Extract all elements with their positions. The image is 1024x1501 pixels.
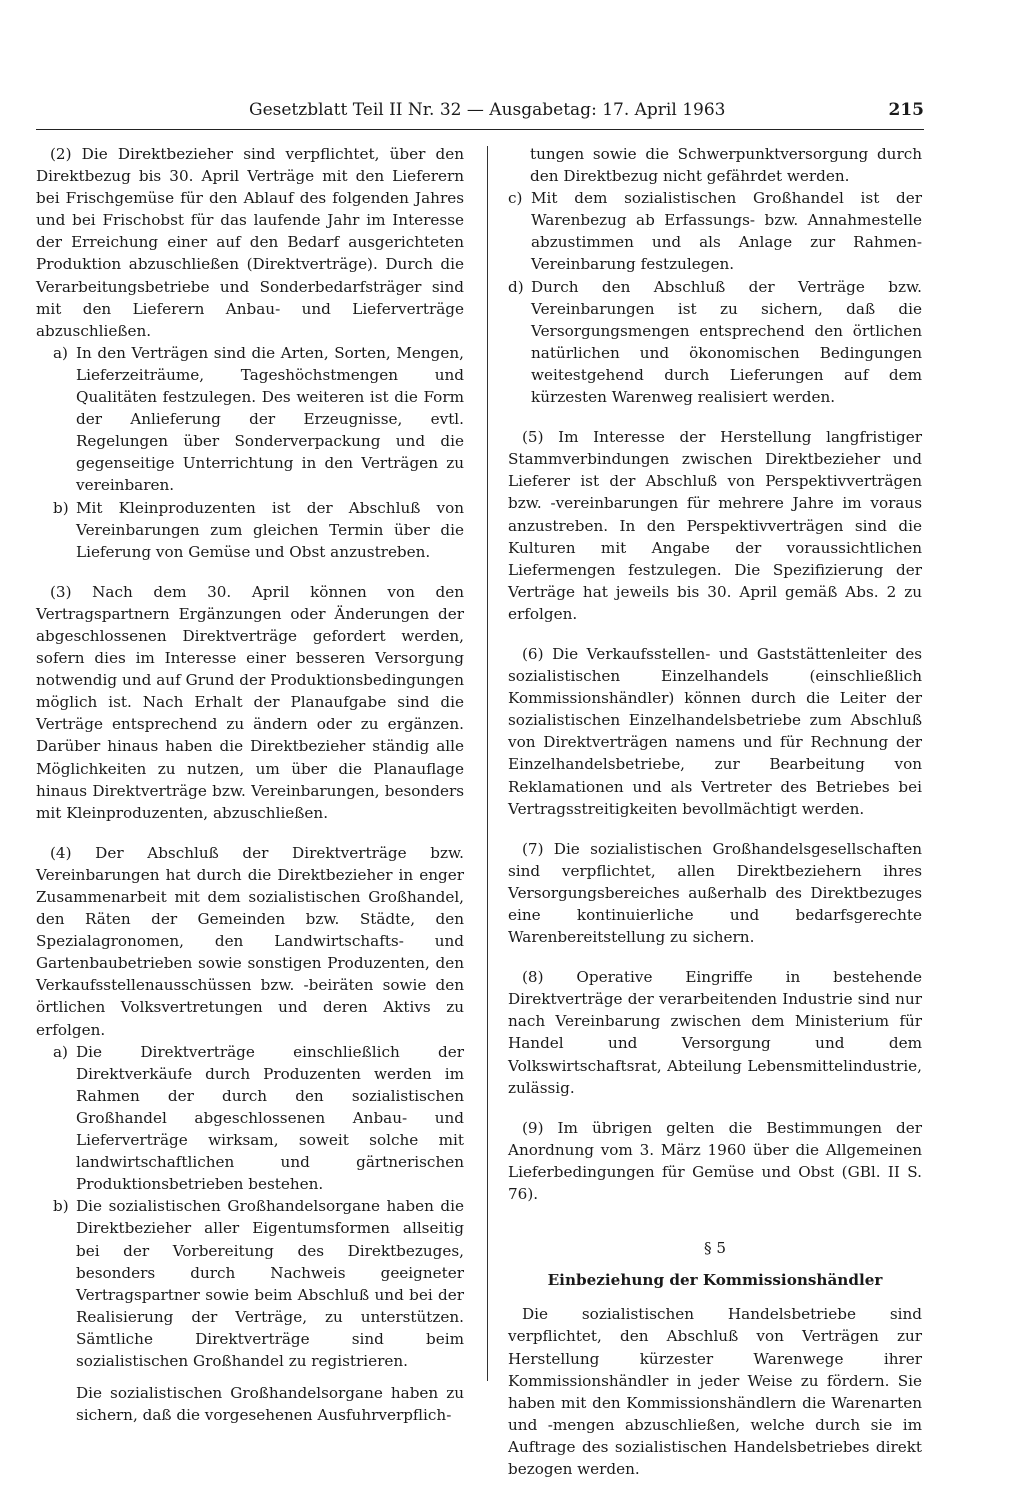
paragraph-4-item-b-continuation: Die sozialistischen Großhandelsorgane haben zu sichern, daß die vorgesehenen Ausfuhrverpflich- xyxy=(76,1384,464,1425)
paragraph-4: (4) Der Abschluß der Direktverträge bzw. Vereinbarungen hat durch die Direktbezieher in enger Zusammenarbeit mit dem sozialistischen Großhandel, den Räten der Gemeinden bzw. Städte, den Spezialagronomen, den Landwirtschafts- und Gartenbaubetrieben sowie sonstigen Produzenten, den Verkaufsstellenausschüssen bzw. -beiräten sowie den örtlichen Volksvertretungen und deren Aktivs zu erfolgen. xyxy=(36,843,464,1039)
paragraph-6: (6) Die Verkaufsstellen- und Gaststättenleiter des sozialistischen Einzelhandels (einschließlich Kommissionshändler) können durch die Leiter der sozialistischen Einzelhandelsbetriebe zum Abschluß von Direktverträgen namens und für Rechnung der Einzelhandelsbetriebe, zur Bearbeitung von Reklamationen und als Vertreter des Betriebes bei Vertragsstreitigkeiten bevollmächtigt werden. xyxy=(508,644,922,818)
paragraph-2-item-a xyxy=(53,342,464,497)
left-column xyxy=(36,143,464,1426)
item-text: Die sozialistischen Großhandelsorgane haben die Direktbezieher aller Eigentumsformen allseitig bei der Vorbereitung des Direktbezuges, besonders durch Nachweis geeigneter Vertragspartner sowie beim Abschluß und bei der Realisierung der Verträge, zu unterstützen. Sämtliche Direktverträge sind beim sozialistischen Großhandel zu registrieren. xyxy=(76,1197,464,1370)
page-header xyxy=(36,96,924,124)
paragraph-2-item-b xyxy=(53,497,464,563)
item-text: Durch den Abschluß der Verträge bzw. Vereinbarungen ist zu sichern, daß die Versorgungsmengen entsprechend den örtlichen natürlichen und ökonomischen Bedingungen weitestgehend durch Lieferungen auf dem kürzesten Warenweg realisiert werden. xyxy=(531,277,922,407)
paragraph-7: (7) Die sozialistischen Großhandelsgesellschaften sind verpflichtet, allen Direktbeziehern ihres Versorgungsbereiches außerhalb des Direktbezuges eine kontinuierliche und bedarfsgerechte Warenbereitstellung zu sichern. xyxy=(508,839,922,947)
paragraph-5: (5) Im Interesse der Herstellung langfristiger Stammverbindungen zwischen Direktbezieher und Lieferer ist der Abschluß von Perspektivverträgen bzw. -vereinbarungen für mehrere Jahre im voraus anzustreben. In den Perspektivverträgen sind die Kulturen mit Angabe der voraussichtlichen Liefermengen festzulegen. Die Spezifizierung der Verträge hat jeweils bis 30. April gemäß Abs. 2 zu erfolgen. xyxy=(508,428,922,623)
item-text: Mit dem sozialistischen Großhandel ist der Warenbezug ab Erfassungs- bzw. Annahmestelle abzustimmen und als Anlage zur Rahmen-Vereinbarung festzulegen. xyxy=(531,189,922,274)
section-5-text: Die sozialistischen Handelsbetriebe sind verpflichtet, den Abschluß von Verträgen zur Herstellung kürzester Warenwege ihrer Kommissionshändler in jeder Weise zu fördern. Sie haben mit den Kommissionshändlern die Warenarten und -mengen abzuschließen, welche durch sie im Auftrage des sozialistischen Handelsbetriebes direkt bezogen werden. xyxy=(508,1305,922,1478)
item-marker: a) xyxy=(53,1042,68,1061)
page-number: 215 xyxy=(888,100,924,120)
paragraph-2: (2) Die Direktbezieher sind verpflichtet, über den Direktbezug bis 30. April Verträge mit den Lieferern bei Frischgemüse für den Ablauf des folgenden Jahres und bei Frischobst für das laufende Jahr im Interesse der Erreichung einer auf den Bedarf ausgerichteten Produktion abzuschließen (Direktverträge). Durch die Verarbeitungsbetriebe und Sonderbedarfsträger sind mit den Lieferern Anbau- und Lieferverträge abzuschließen. xyxy=(36,145,464,340)
section-number: § 5 xyxy=(703,1239,727,1258)
section-heading: Einbeziehung der Kommissionshändler xyxy=(547,1271,883,1290)
item-text: Die Direktverträge einschließlich der Direktverkäufe durch Produzenten werden im Rahmen der durch den sozialistischen Großhandel abgeschlossenen Anbau- und Lieferverträge wirksam, soweit solche mit landwirtschaftlichen und gärtnerischen Produktionsbetrieben bestehen. xyxy=(76,1042,464,1194)
paragraph-4-item-a xyxy=(53,1041,464,1196)
header-title: Gesetzblatt Teil II Nr. 32 — Ausgabetag: 17. April 1963 xyxy=(249,100,726,120)
item-marker: b) xyxy=(53,498,69,517)
item-text: In den Verträgen sind die Arten, Sorten, Mengen, Lieferzeiträume, Tageshöchstmengen und Qualitäten festzulegen. Des weiteren ist die Form der Anlieferung der Erzeugnisse, evtl. Regelungen über Sonderverpackung und die gegenseitige Unterrichtung in den Verträgen zu vereinbaren. xyxy=(76,343,464,495)
item-marker: c) xyxy=(508,189,523,208)
paragraph-9: (9) Im übrigen gelten die Bestimmungen der Anordnung vom 3. März 1960 über die Allgemeinen Lieferbedingungen für Gemüse und Obst (GBl. II S. 76). xyxy=(508,1118,922,1204)
paragraph-4-item-c xyxy=(508,187,922,275)
paragraph-4-item-b-continuation-2: tungen sowie die Schwerpunktversorgung durch den Direktbezug nicht gefährdet werden. xyxy=(530,145,922,186)
right-column xyxy=(508,143,922,1480)
paragraph-3: (3) Nach dem 30. April können von den Vertragspartnern Ergänzungen oder Änderungen der abgeschlossenen Direktverträge gefordert werden, sofern dies im Interesse einer besseren Versorgung notwendig und auf Grund der Produktionsbedingungen möglich ist. Nach Erhalt der Planaufgabe sind die Verträge entsprechend zu ändern oder zu ergänzen. Darüber hinaus haben die Direktbezieher ständig alle Möglichkeiten zu nutzen, um über die Planauflage hinaus Direktverträge bzw. Vereinbarungen, besonders mit Kleinproduzenten, abzuschließen. xyxy=(36,582,464,822)
item-text: Mit Kleinproduzenten ist der Abschluß von Vereinbarungen zum gleichen Termin über die Lieferung von Gemüse und Obst anzustreben. xyxy=(76,498,464,561)
item-marker: a) xyxy=(53,343,68,362)
paragraph-4-item-b xyxy=(53,1195,464,1372)
paragraph-4-item-d xyxy=(508,276,922,409)
header-rule xyxy=(36,129,924,130)
column-divider xyxy=(487,146,488,1381)
item-marker: d) xyxy=(508,277,524,296)
paragraph-8: (8) Operative Eingriffe in bestehende Direktverträge der verarbeitenden Industrie sind nur nach Vereinbarung zwischen dem Ministerium für Handel und Versorgung und dem Volkswirtschaftsrat, Abteilung Lebensmittelindustrie, zulässig. xyxy=(508,968,922,1097)
item-marker: b) xyxy=(53,1197,69,1216)
